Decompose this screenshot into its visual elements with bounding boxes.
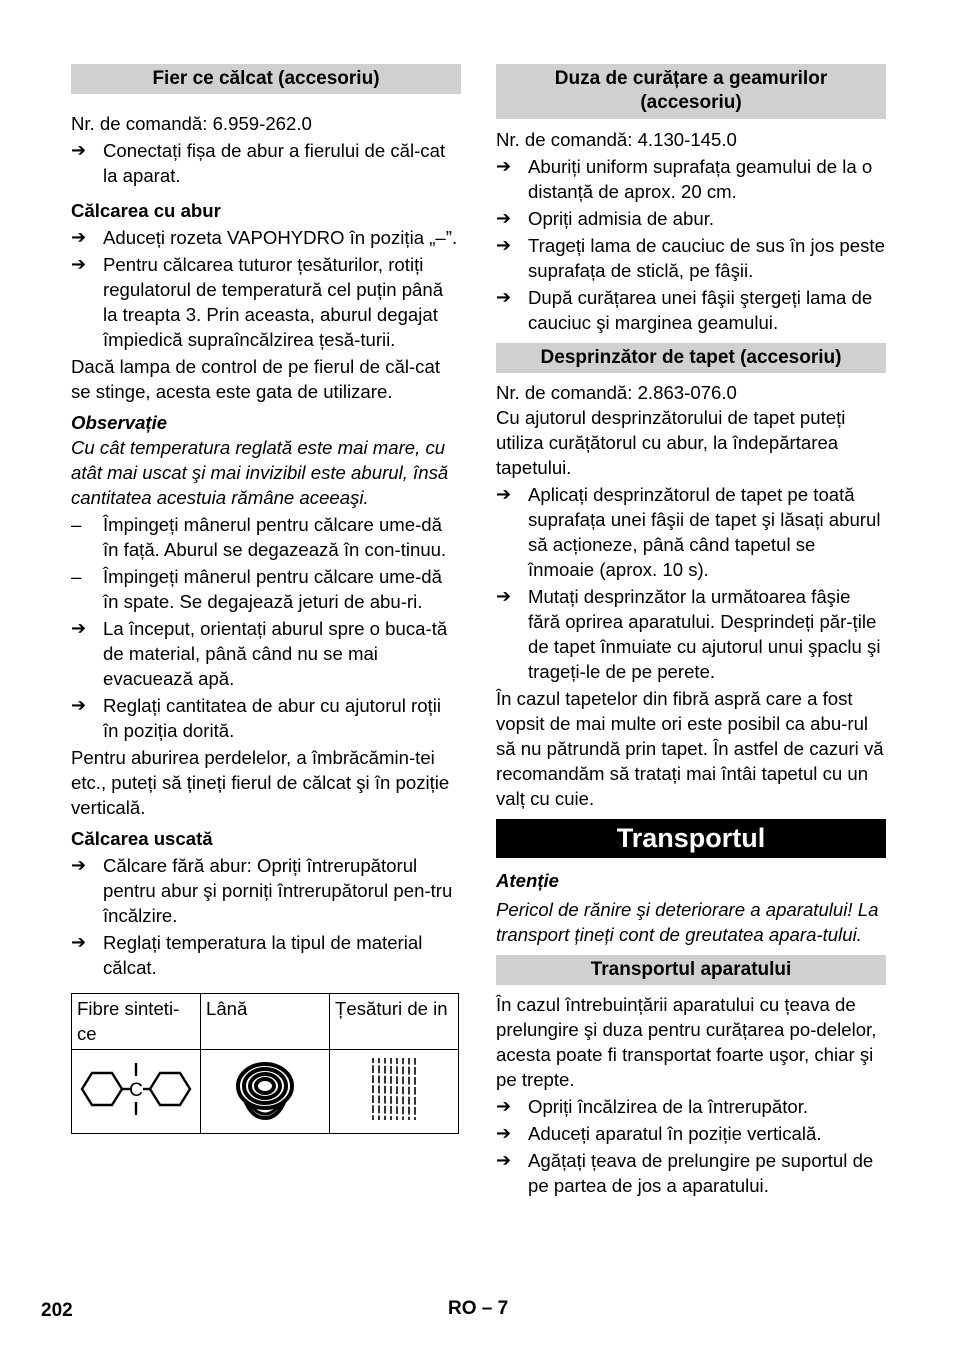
list-item: ➔ Agățați țeava de prelungire pe suportul de pe partea de jos a aparatului. [496, 1148, 886, 1198]
list-item: ➔ Opriți încălzirea de la întrerupător. [496, 1094, 886, 1119]
caution-heading: Atenție [496, 870, 560, 891]
list-item: ➔ Călcare fără abur: Opriți întrerupătorul pentru abur şi porniți întrerupătorul pen-tru încălzire. [71, 853, 461, 928]
paragraph-transport: În cazul întrebuințării aparatului cu țeava de prelungire şi duza pentru curățarea po-delelor, acesta poate fi transportat foarte uşor, chiar şi pe trepte. [496, 994, 877, 1090]
caution-text: Pericol de rănire şi deteriorare a aparatului! La transport țineți cont de greutatea apara-tului. [496, 899, 879, 945]
table-row [72, 994, 459, 1050]
paragraph-wallpaper-intro: Cu ajutorul desprinzătorului de tapet puteți utiliza curățătorul cu abur, la îndepărtarea tapetului. [496, 407, 846, 478]
section-header-iron: Fier ce călcat (accesoriu) [71, 64, 461, 94]
language-page-label: RO – 7 [448, 1298, 509, 1319]
list-item: ➔ Reglați temperatura la tipul de material călcat. [71, 930, 461, 980]
list-item: ➔ Conectați fișa de abur a fierului de căl-cat la aparat. [71, 138, 461, 188]
section-header-transport-device: Transportul aparatului [496, 955, 886, 985]
list-item: ➔ Aburiți uniform suprafața geamului de la o distanță de aprox. 20 cm. [496, 154, 886, 204]
list-item: ➔ Trageți lama de cauciuc de sus în jos peste suprafața de sticlă, pe fâşii. [496, 233, 886, 283]
right-column [496, 64, 886, 1198]
order-number: Nr. de comandă: 2.863-076.0 [496, 382, 737, 403]
chapter-title-transport: Transportul [496, 819, 886, 858]
table-cell [72, 1050, 201, 1134]
table-header-linen: Țesături de in [330, 994, 459, 1050]
carbon-label: C [129, 1079, 143, 1101]
paragraph-curtains: Pentru aburirea perdelelor, a îmbrăcămin-tei etc., puteți să țineți fierul de călcat şi în poziție verticală. [71, 747, 450, 818]
table-cell [201, 1050, 330, 1134]
note-text: Cu cât temperatura reglată este mai mare, cu atât mai uscat şi mai invizibil este aburul, însă cantitatea acestuia rămâne aceeaşi. [71, 437, 449, 508]
list-item: ➔ Opriți admisia de abur. [496, 206, 886, 231]
subheading-dry-ironing: Călcarea uscată [71, 828, 213, 849]
left-column [71, 64, 461, 1134]
table-header-synthetic: Fibre sinteti-ce [72, 994, 201, 1050]
subheading-steam-ironing: Călcarea cu abur [71, 200, 221, 221]
section-header-window-nozzle: Duza de curățare a geamurilor (accesoriu) [496, 64, 886, 119]
synthetic-fiber-icon [76, 1059, 196, 1119]
list-item: ➔ Aduceți aparatul în poziție verticală. [496, 1121, 886, 1146]
table-row [72, 1050, 459, 1134]
list-item: – Împingeți mânerul pentru călcare ume-dă în față. Aburul se degazează în con-tinuu. [71, 512, 461, 562]
linen-icon [369, 1056, 419, 1122]
list-item: ➔ La început, orientați aburul spre o buca-tă de material, până când nu se mai evacuează apă. [71, 616, 461, 691]
table-cell [330, 1050, 459, 1134]
list-item: ➔ Mutați desprinzător la următoarea fâşie fără oprirea aparatului. Desprindeți păr-țile de tapet înmuiate cu ajutorul unui şpaclu şi trageți-le de pe perete. [496, 584, 886, 684]
list-item: ➔ Reglați cantitatea de abur cu ajutorul roții în poziția dorită. [71, 693, 461, 743]
list-item: ➔ Pentru călcarea tuturor țesăturilor, rotiți regulatorul de temperatură cel puțin până la treapta 3. Prin aceasta, aburul degajat împiedică supraîncălzirea țesă-turii. [71, 252, 461, 352]
list-item: ➔ După curățarea unei fâşii ştergeți lama de cauciuc şi marginea geamului. [496, 285, 886, 335]
section-header-wallpaper: Desprinzător de tapet (accesoriu) [496, 343, 886, 373]
table-header-wool: Lână [201, 994, 330, 1050]
order-number: Nr. de comandă: 6.959-262.0 [71, 113, 312, 134]
list-item: ➔ Aplicați desprinzătorul de tapet pe toată suprafața unei fâşii de tapet şi lăsați aburul să acționeze, până când tapetul se înmoaie (aprox. 10 s). [496, 482, 886, 582]
list-item: – Împingeți mânerul pentru călcare ume-dă în spate. Se degajează jeturi de abu-ri. [71, 564, 461, 614]
order-number: Nr. de comandă: 4.130-145.0 [496, 129, 737, 150]
wool-icon [230, 1056, 300, 1122]
note-heading: Observație [71, 412, 168, 433]
list-item: ➔ Aduceți rozeta VAPOHYDRO în poziția „–”. [71, 225, 461, 250]
paragraph-fiber-wallpaper: În cazul tapetelor din fibră aspră care a fost vopsit de mai multe ori este posibil ca abu-rul să nu pătrundă prin tapet. În astfel de cazuri vă recomandăm să tratați mai întâi tapetul cu un valț cu cuie. [496, 688, 884, 809]
fabric-table [71, 993, 459, 1134]
page-number: 202 [41, 1300, 73, 1321]
paragraph-lamp: Dacă lampa de control de pe fierul de căl-cat se stinge, acesta este gata de utilizare. [71, 356, 440, 402]
